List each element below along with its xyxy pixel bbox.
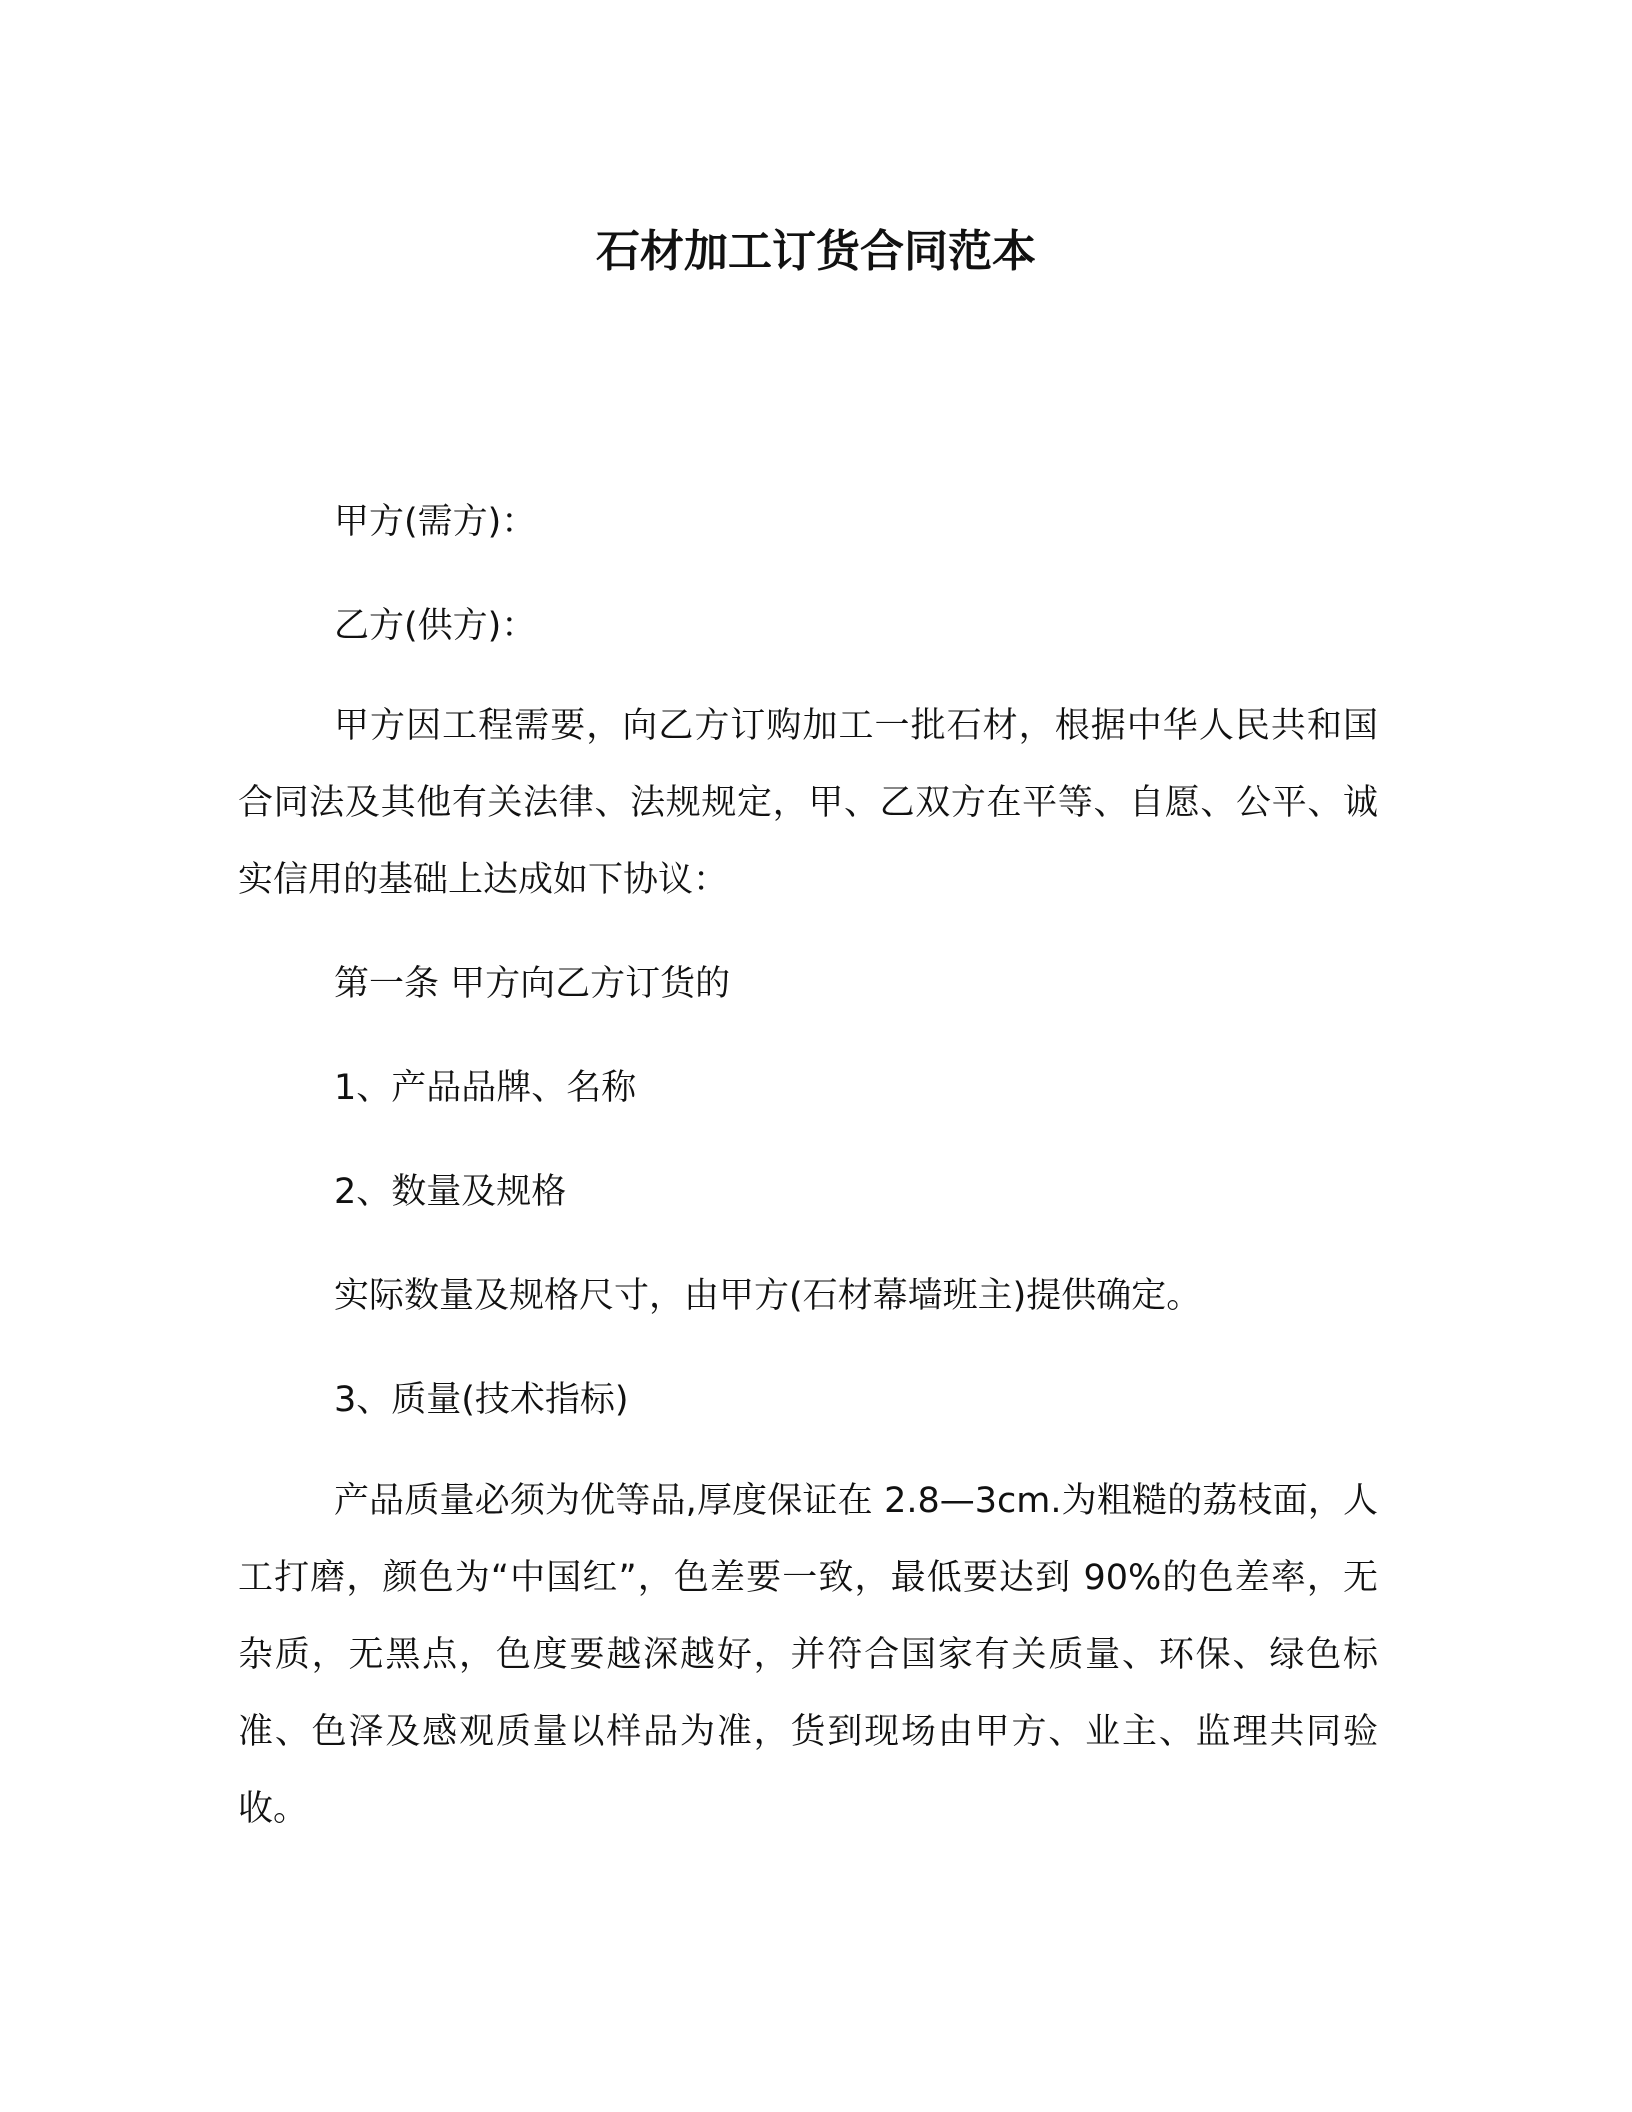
item-1-line: 1、产品品牌、名称	[334, 1068, 637, 1108]
item-2-line: 2、数量及规格	[334, 1172, 567, 1212]
item-3-detail-paragraph: 产品质量必须为优等品,厚度保证在 2.8—3cm.为粗糙的荔枝面，人工打磨，颜色为“中国红”，色差要一致，最低要达到 90%的色差率，无杂质，无黑点，色度要越深越好，并符合国家有关质量、环保、绿色标准、色泽及感观质量以样品为准，货到现场由甲方、业主、监理共同验收。	[238, 1481, 1378, 1829]
item-3-line: 3、质量(技术指标)	[334, 1380, 629, 1420]
item-2-detail: 实际数量及规格尺寸，由甲方(石材幕墙班主)提供确定。	[334, 1276, 1202, 1316]
party-b-line: 乙方(供方)：	[334, 606, 537, 646]
article-1-heading: 第一条 甲方向乙方订货的	[334, 964, 731, 1004]
preamble-paragraph: 甲方因工程需要，向乙方订购加工一批石材，根据中华人民共和国合同法及其他有关法律、法规规定，甲、乙双方在平等、自愿、公平、诚实信用的基础上达成如下协议：	[238, 706, 1378, 900]
party-a-line: 甲方(需方)：	[334, 502, 537, 542]
document-title: 石材加工订货合同范本	[596, 226, 1036, 277]
